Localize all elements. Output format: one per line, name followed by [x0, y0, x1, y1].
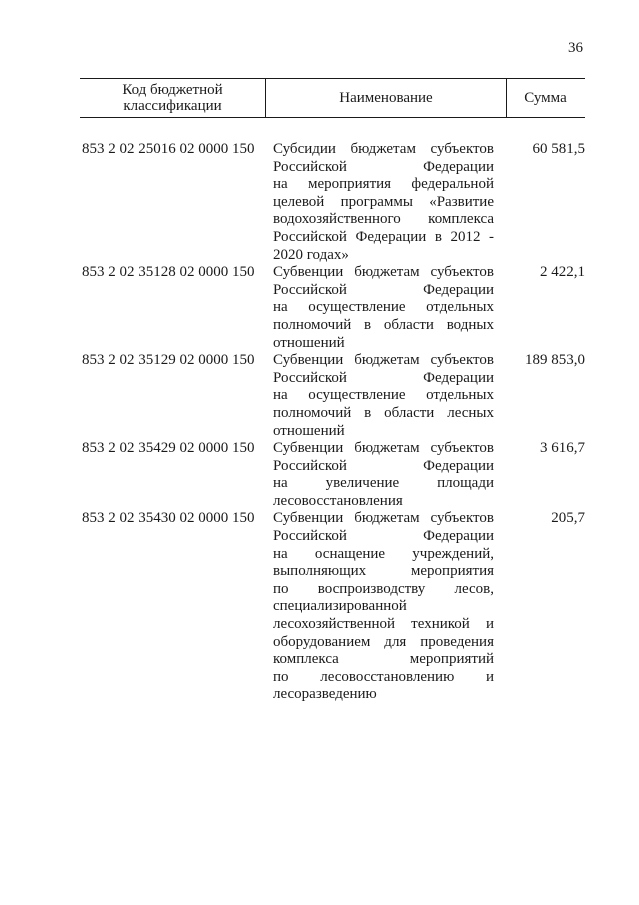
- row-name-line: отношений: [273, 422, 345, 439]
- row-name-line: Российской Федерации: [273, 369, 494, 386]
- row-name-line: оборудованием для проведения: [273, 633, 494, 650]
- row-name: [273, 510, 494, 704]
- row-name-line: Российской Федерации: [273, 281, 494, 298]
- row-name-line: Российской Федерации: [273, 457, 494, 474]
- table-row: [0, 440, 639, 510]
- page-number: 36: [568, 40, 583, 56]
- table-row: [0, 141, 639, 264]
- row-name-line: Российской Федерации: [273, 158, 494, 175]
- row-name-line: полномочий в области лесных: [273, 404, 494, 421]
- row-name-line: специализированной: [273, 598, 407, 615]
- row-name-line: на осуществление отдельных: [273, 299, 494, 316]
- row-name-line: на оснащение учреждений,: [273, 545, 494, 562]
- row-sum: 60 581,5: [532, 141, 585, 157]
- row-name-line: лесохозяйственной техникой и: [273, 616, 494, 633]
- row-name-line: по лесовосстановлению и: [273, 668, 494, 685]
- row-name: [273, 264, 494, 352]
- row-name-line: Российской Федерации: [273, 528, 494, 545]
- row-code: 853 2 02 35429 02 0000 150: [82, 440, 255, 457]
- row-name-line: выполняющих мероприятия: [273, 563, 494, 580]
- row-name-line: водохозяйственного комплекса: [273, 211, 494, 228]
- row-name-line: на осуществление отдельных: [273, 387, 494, 404]
- table-body: [0, 141, 639, 704]
- row-name-line: Субсидии бюджетам субъектов: [273, 141, 494, 157]
- row-code: 853 2 02 25016 02 0000 150: [82, 141, 255, 157]
- header-name: Наименование: [265, 79, 507, 117]
- row-sum: 2 422,1: [540, 264, 585, 281]
- table-header: [80, 78, 585, 118]
- row-name-line: Российской Федерации в 2012 -: [273, 228, 494, 245]
- row-name-line: лесовосстановления: [273, 492, 403, 509]
- row-sum: 205,7: [551, 510, 585, 527]
- header-sum: Сумма: [524, 90, 567, 106]
- row-name-line: лесоразведению: [273, 686, 377, 703]
- row-code: 853 2 02 35129 02 0000 150: [82, 352, 255, 369]
- row-name-line: 2020 годах»: [273, 246, 349, 263]
- table-row: [0, 352, 639, 440]
- row-name-line: Субвенции бюджетам субъектов: [273, 352, 494, 369]
- row-name-line: полномочий в области водных: [273, 316, 494, 333]
- row-name-line: комплекса мероприятий: [273, 651, 494, 668]
- table-row: [0, 510, 639, 704]
- row-name-line: целевой программы «Развитие: [273, 193, 494, 210]
- row-name: [273, 440, 494, 510]
- table-row: [0, 264, 639, 352]
- row-code: 853 2 02 35430 02 0000 150: [82, 510, 255, 527]
- row-sum: 189 853,0: [525, 352, 585, 369]
- header-code: Код бюджетной классификации: [122, 82, 223, 114]
- row-code: 853 2 02 35128 02 0000 150: [82, 264, 255, 281]
- row-name-line: отношений: [273, 334, 345, 351]
- row-name-line: Субвенции бюджетам субъектов: [273, 440, 494, 457]
- row-name: [273, 352, 494, 440]
- row-name-line: на мероприятия федеральной: [273, 176, 494, 193]
- row-name-line: Субвенции бюджетам субъектов: [273, 264, 494, 281]
- row-name: [273, 141, 494, 264]
- row-name-line: Субвенции бюджетам субъектов: [273, 510, 494, 527]
- row-name-line: на увеличение площади: [273, 475, 494, 492]
- row-name-line: по воспроизводству лесов,: [273, 580, 494, 597]
- row-sum: 3 616,7: [540, 440, 585, 457]
